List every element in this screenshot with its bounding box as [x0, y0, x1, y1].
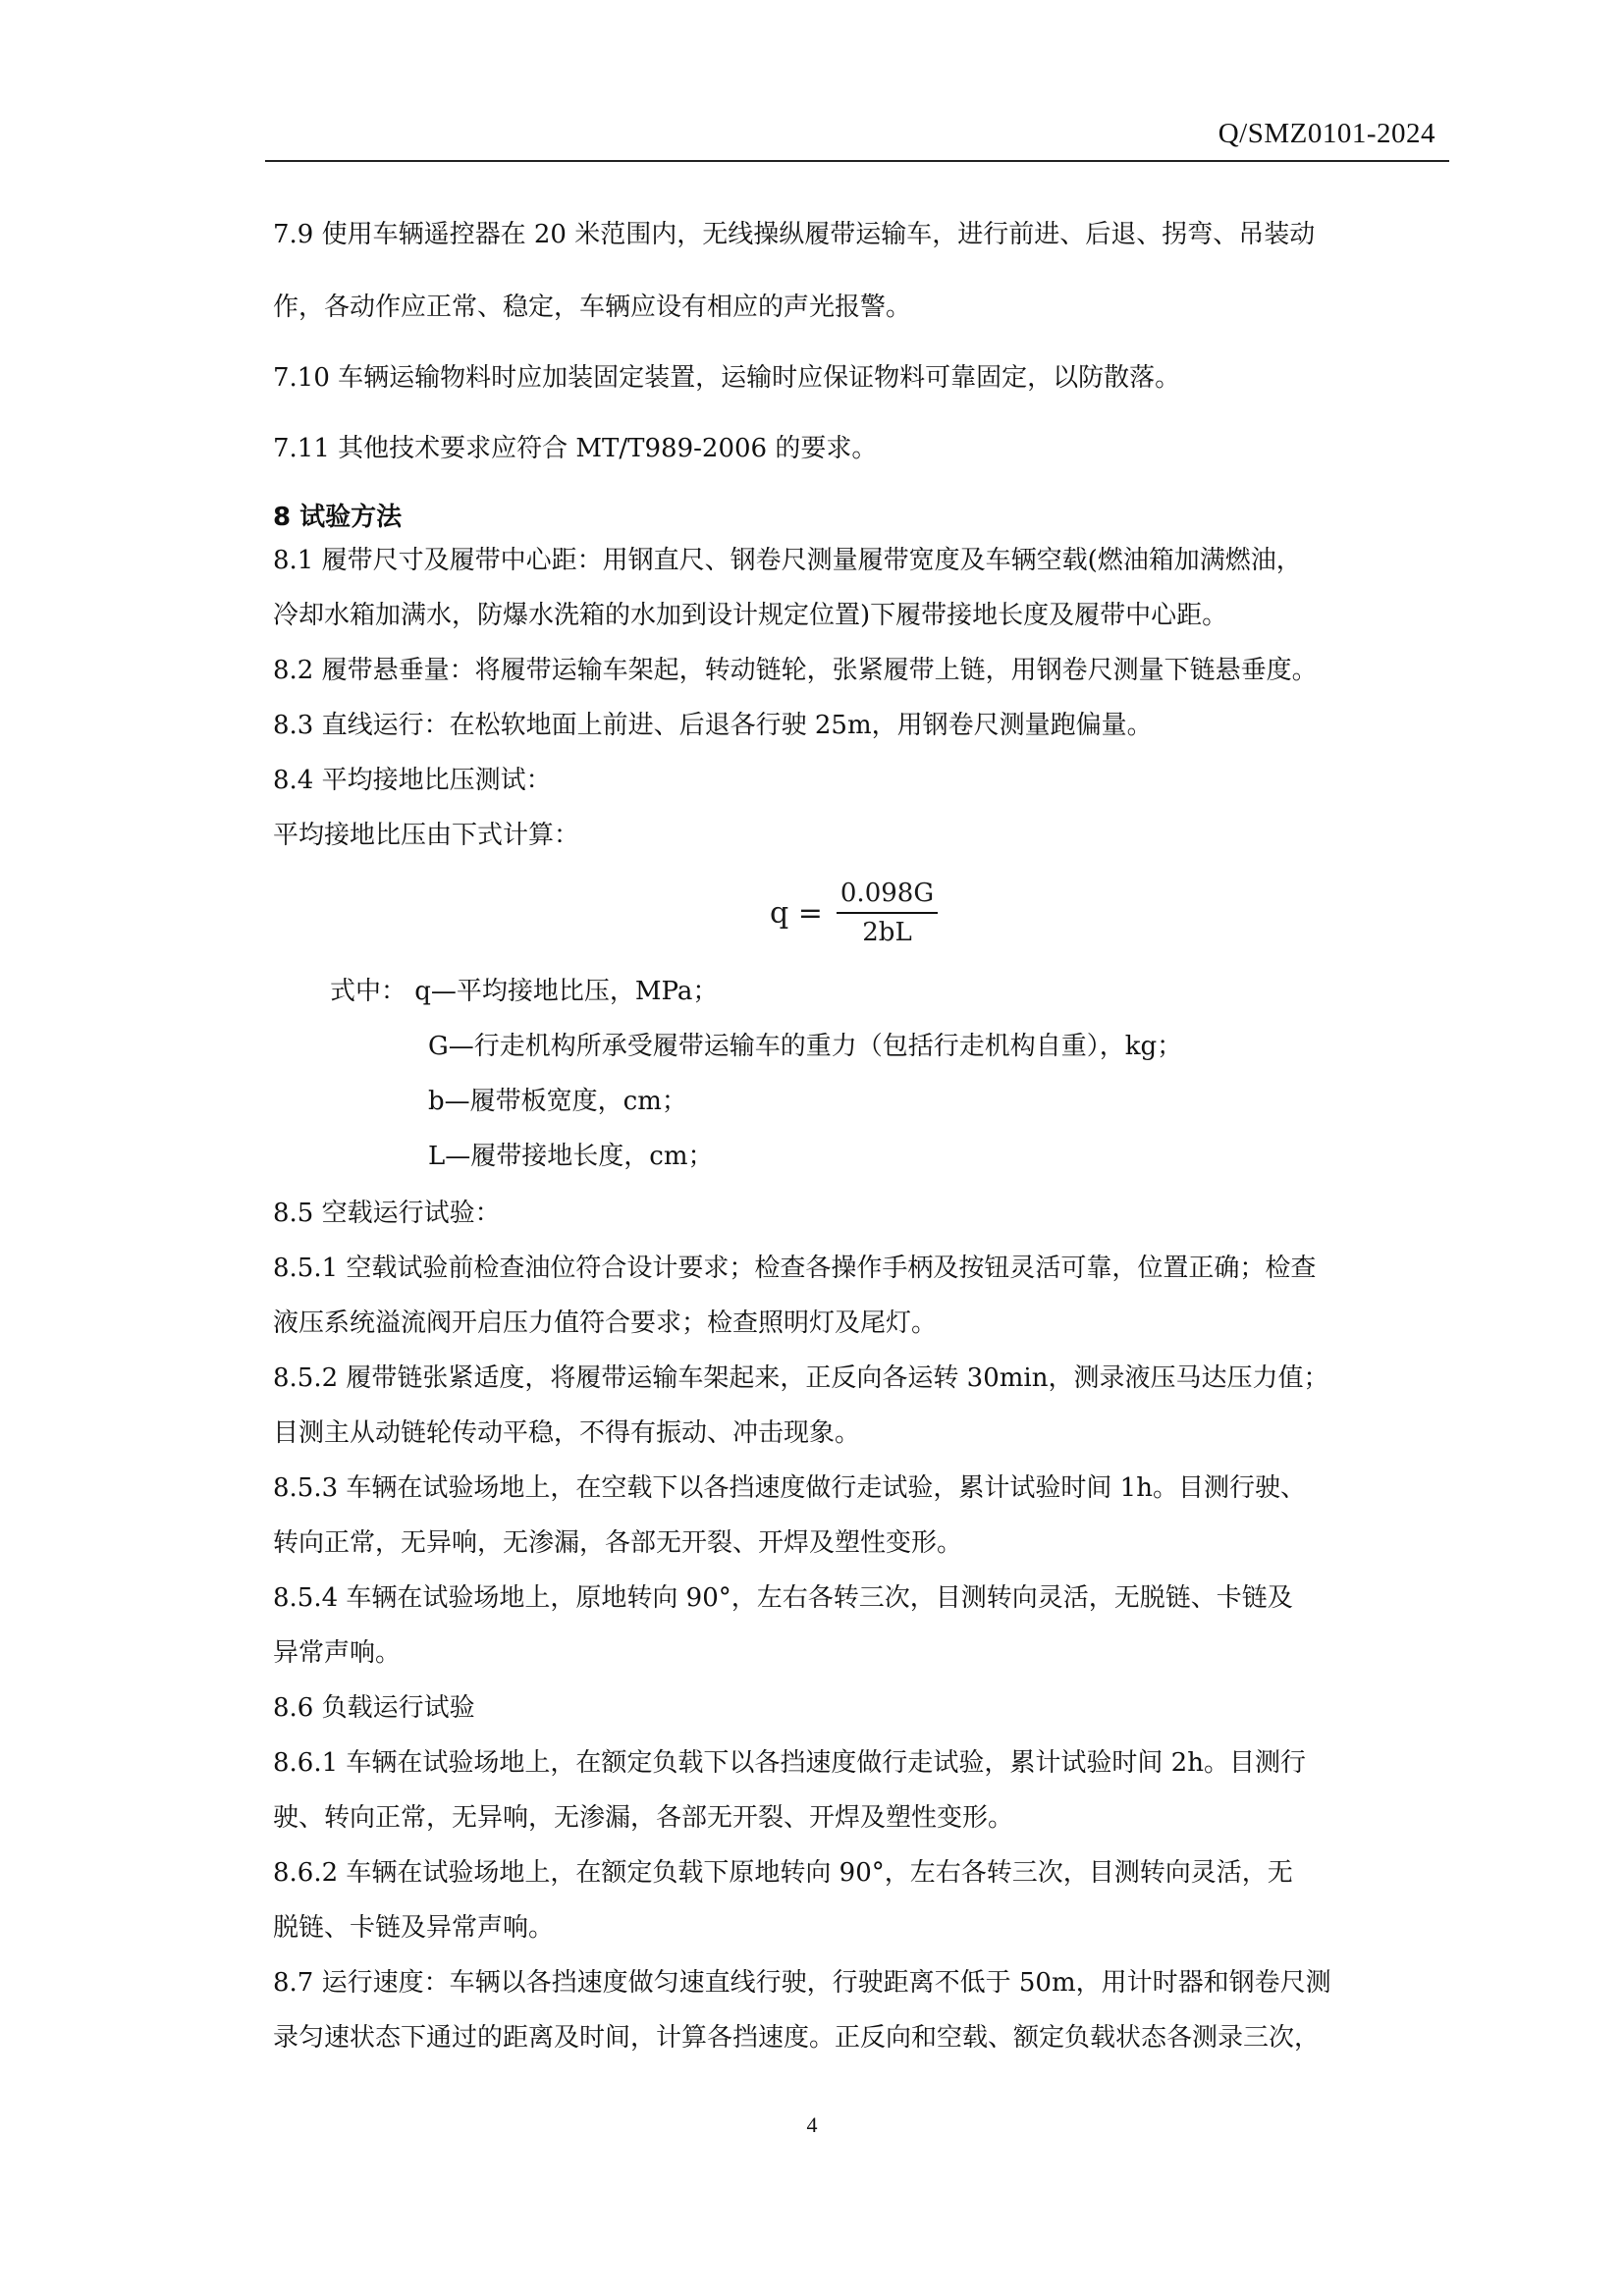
text-line: 驶、转向正常，无异响，无渗漏，各部无开裂、开焊及塑性变形。	[273, 1803, 1014, 1833]
text-line: 7.11 其他技术要求应符合 MT/T989-2006 的要求。	[273, 434, 878, 463]
text-line: 8.5 空载运行试验：	[273, 1199, 501, 1228]
document-header-code: Q/SMZ0101-2024	[1218, 118, 1435, 149]
text-line: 8.5.1 空载试验前检查油位符合设计要求；检查各操作手柄及按钮灵活可靠，位置正确；检查	[273, 1254, 1317, 1283]
formula-numerator: 0.098G	[837, 879, 938, 914]
text-line: 录匀速状态下通过的距离及时间，计算各挡速度。正反向和空载、额定负载状态各测录三次，	[273, 2023, 1321, 2053]
text-line: 目测主从动链轮传动平稳，不得有振动、冲击现象。	[273, 1418, 861, 1448]
text-line: 8.3 直线运行：在松软地面上前进、后退各行驶 25m，用钢卷尺测量跑偏量。	[273, 711, 1153, 740]
formula-fraction	[837, 879, 938, 947]
text-line: 8.7 运行速度：车辆以各挡速度做匀速直线行驶，行驶距离不低于 50m，用计时器和钢卷尺测	[273, 1968, 1331, 1998]
text-line: 8.5.3 车辆在试验场地上，在空载下以各挡速度做行走试验，累计试验时间 1h。目测行驶、	[273, 1473, 1306, 1503]
text-line: 冷却水箱加满水，防爆水洗箱的水加到设计规定位置)下履带接地长度及履带中心距。	[273, 601, 1228, 630]
text-line: 7.9 使用车辆遥控器在 20 米范围内，无线操纵履带运输车，进行前进、后退、拐弯、吊装动	[273, 220, 1316, 249]
text-line: 8.4 平均接地比压测试：	[273, 766, 552, 795]
text-line: b—履带板宽度，cm；	[428, 1087, 687, 1116]
text-line: G—行走机构所承受履带运输车的重力（包括行走机构自重），kg；	[428, 1032, 1183, 1061]
text-line: 作，各动作应正常、稳定，车辆应设有相应的声光报警。	[273, 293, 912, 322]
header-rule	[265, 160, 1449, 162]
text-line: 液压系统溢流阀开启压力值符合要求；检查照明灯及尾灯。	[273, 1308, 938, 1338]
section-heading: 8 试验方法	[273, 503, 403, 532]
text-line: 脱链、卡链及异常声响。	[273, 1913, 555, 1943]
formula-lhs: q =	[770, 895, 823, 931]
page-number: 4	[806, 2112, 818, 2137]
formula-denominator: 2bL	[862, 918, 912, 947]
text-line: L—履带接地长度，cm；	[428, 1142, 714, 1171]
text-line: 异常声响。	[273, 1638, 402, 1668]
text-line: 式中： q—平均接地比压，MPa；	[330, 977, 719, 1006]
text-line: 8.6.2 车辆在试验场地上，在额定负载下原地转向 90°，左右各转三次，目测转向灵活，无	[273, 1858, 1293, 1888]
ground-pressure-formula	[770, 879, 938, 947]
text-line: 8.6 负载运行试验	[273, 1693, 475, 1723]
text-line: 8.1 履带尺寸及履带中心距：用钢直尺、钢卷尺测量履带宽度及车辆空载(燃油箱加满燃油，	[273, 546, 1302, 575]
text-line: 平均接地比压由下式计算：	[273, 821, 580, 850]
text-line: 8.2 履带悬垂量：将履带运输车架起，转动链轮，张紧履带上链，用钢卷尺测量下链悬垂度。	[273, 656, 1318, 685]
text-line: 8.5.2 履带链张紧适度，将履带运输车架起来，正反向各运转 30min，测录液压马达压力值；	[273, 1363, 1329, 1393]
text-line: 转向正常，无异响，无渗漏，各部无开裂、开焊及塑性变形。	[273, 1528, 963, 1558]
text-line: 8.5.4 车辆在试验场地上，原地转向 90°，左右各转三次，目测转向灵活，无脱链、卡链及	[273, 1583, 1293, 1613]
text-line: 8.6.1 车辆在试验场地上，在额定负载下以各挡速度做行走试验，累计试验时间 2h。目测行	[273, 1748, 1306, 1778]
text-line: 7.10 车辆运输物料时应加装固定装置，运输时应保证物料可靠固定，以防散落。	[273, 363, 1181, 393]
